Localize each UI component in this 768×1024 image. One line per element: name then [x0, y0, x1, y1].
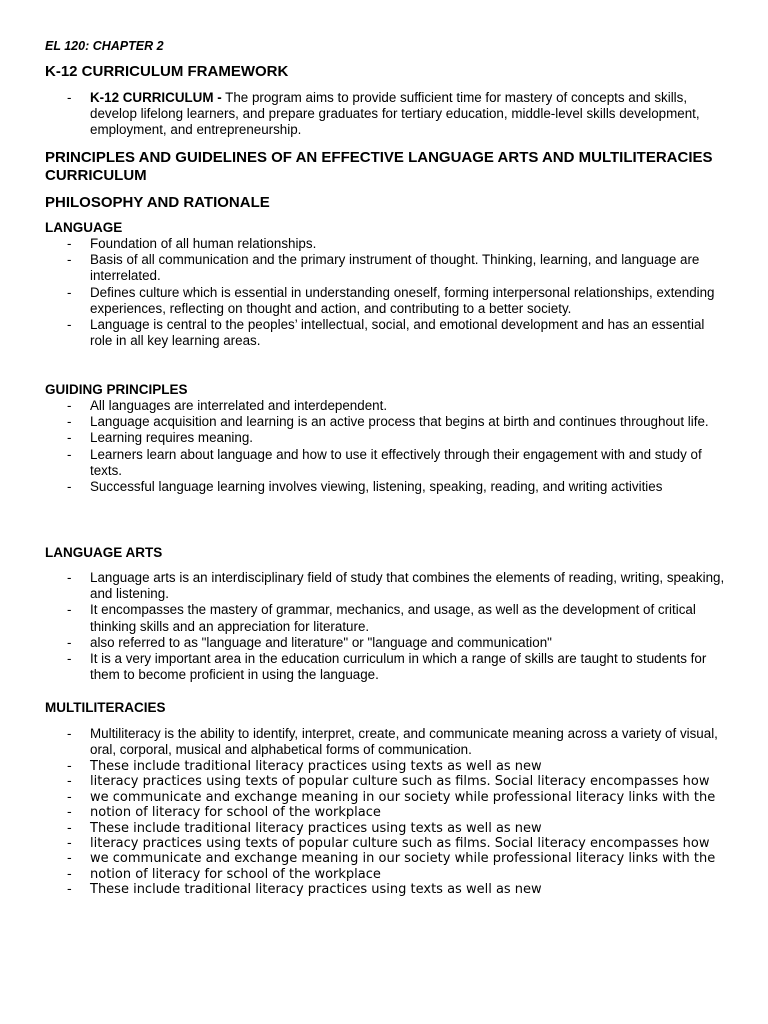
chapter-label: EL 120: CHAPTER 2 [45, 39, 164, 53]
list-item [45, 90, 725, 139]
list-item: - also referred to as "language and literature" or "language and communication" [45, 635, 725, 651]
list-item: - These include traditional literacy practices using texts as well as new [45, 821, 725, 836]
guiding-principles-list [45, 398, 725, 495]
framework-heading: K-12 CURRICULUM FRAMEWORK [45, 63, 289, 80]
philosophy-heading: PHILOSOPHY AND RATIONALE [45, 194, 270, 211]
list-item: - It is a very important area in the education curriculum in which a range of skills are taught to students for them to become proficient in using the language. [45, 651, 725, 683]
list-item: - literacy practices using texts of popular culture such as films. Social literacy encompasses how [45, 774, 725, 789]
list-item: - It encompasses the mastery of grammar, mechanics, and usage, as well as the development of critical thinking skills and an appreciation for literature. [45, 602, 725, 634]
list-item: - we communicate and exchange meaning in our society while professional literacy links with the [45, 790, 725, 805]
list-item: - Language is central to the peoples’ intellectual, social, and emotional development and has an essential role in all key learning areas. [45, 317, 725, 349]
guiding-principles-heading: GUIDING PRINCIPLES [45, 382, 188, 397]
framework-list [45, 90, 725, 139]
list-item: - Foundation of all human relationships. [45, 236, 725, 252]
list-item: - Multiliteracy is the ability to identify, interpret, create, and communicate meaning across a variety of visual, oral, corporal, musical and alphabetical forms of communication. [45, 726, 725, 758]
list-item: - Defines culture which is essential in understanding oneself, forming interpersonal relationships, extending experiences, reflecting on thought and action, and contributing to a better society. [45, 285, 725, 317]
list-item: - Learners learn about language and how to use it effectively through their engagement with and study of texts. [45, 447, 725, 479]
list-item: - Successful language learning involves viewing, listening, speaking, reading, and writing activities [45, 479, 725, 495]
multiliteracies-heading: MULTILITERACIES [45, 700, 166, 715]
list-item: - Language arts is an interdisciplinary field of study that combines the elements of reading, writing, speaking, and listening. [45, 570, 725, 602]
framework-item-text: The program aims to provide sufficient time for mastery of concepts and skills, develop lifelong learners, and prepare graduates for tertiary education, middle-level skills development, employment, and entrepreneurship. [90, 90, 700, 138]
list-item: - notion of literacy for school of the workplace [45, 805, 725, 820]
multiliteracies-extra-list [45, 759, 725, 898]
multiliteracies-list [45, 726, 725, 758]
language-list [45, 236, 725, 349]
language-arts-heading: LANGUAGE ARTS [45, 545, 163, 560]
list-item: - These include traditional literacy practices using texts as well as new [45, 882, 725, 897]
list-item: - notion of literacy for school of the workplace [45, 867, 725, 882]
list-item: - Basis of all communication and the primary instrument of thought. Thinking, learning, and language are interrelated. [45, 252, 725, 284]
list-item: - literacy practices using texts of popular culture such as films. Social literacy encompasses how [45, 836, 725, 851]
list-item: - Learning requires meaning. [45, 430, 725, 446]
list-item: - Language acquisition and learning is an active process that begins at birth and continues throughout life. [45, 414, 725, 430]
language-heading: LANGUAGE [45, 220, 123, 235]
list-item: - These include traditional literacy practices using texts as well as new [45, 759, 725, 774]
list-item: - we communicate and exchange meaning in our society while professional literacy links with the [45, 851, 725, 866]
list-item: - All languages are interrelated and interdependent. [45, 398, 725, 414]
principles-heading: PRINCIPLES AND GUIDELINES OF AN EFFECTIVE LANGUAGE ARTS AND MULTILITERACIES CURRICULUM [45, 149, 713, 184]
framework-item-lead: K-12 CURRICULUM - [90, 90, 222, 105]
language-arts-list [45, 570, 725, 683]
